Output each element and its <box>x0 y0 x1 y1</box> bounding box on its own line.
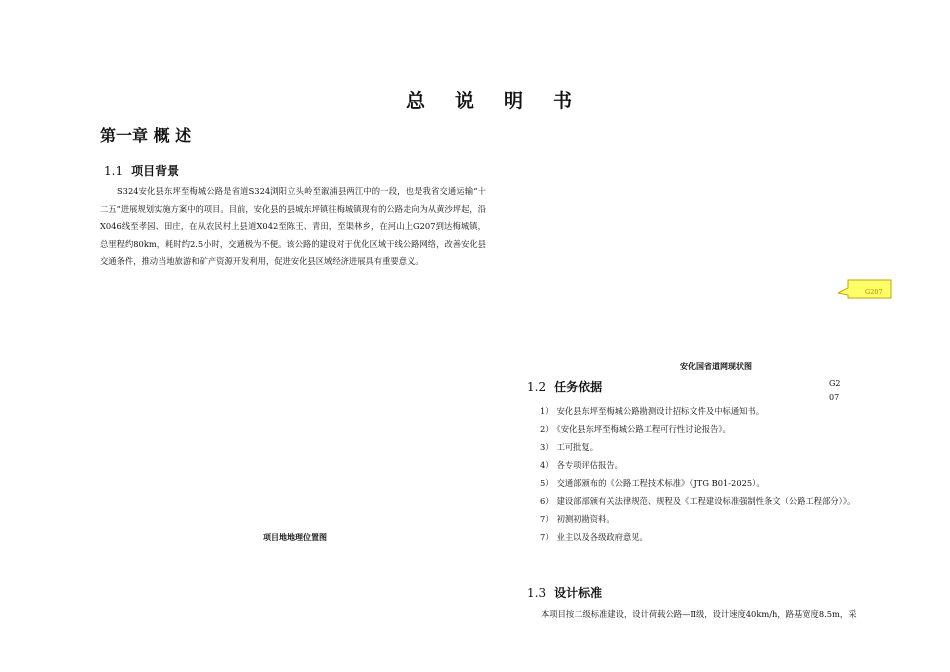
list-item: 7） 业主以及各级政府意见。 <box>540 532 648 542</box>
section-title: 任务依据 <box>554 380 603 394</box>
basis-list <box>540 402 855 546</box>
section-number: 1.3 <box>527 586 547 600</box>
list-item: 1） 安化县东坪至梅城公路勘测设计招标文件及中标通知书。 <box>540 406 765 416</box>
list-item: 5） 交通部颁布的《公路工程技术标准》（JTG B01-2025）。 <box>540 478 765 488</box>
section-number: 1.2 <box>527 380 547 394</box>
callout-text: G207 <box>865 288 883 296</box>
list-item: 4） 各专项评估报告。 <box>540 460 623 470</box>
list-item: 3） 工可批复。 <box>540 442 599 452</box>
g207-callout-label <box>838 279 894 301</box>
list-item: 2） 《安化县东坪至梅城公路工程可行性讨论报告》。 <box>540 424 731 434</box>
section-heading-basis <box>527 378 602 395</box>
section-number: 1.1 <box>104 164 124 178</box>
section-title: 设计标准 <box>554 586 603 600</box>
g207-map-label: G207 <box>829 379 841 402</box>
road-network-map-caption: 安化国省道网现状图 <box>680 362 752 371</box>
background-paragraph: S324安化县东坪至梅城公路是省道S324浏阳立头岭至溆浦县两江中的一段，也是我省交通运输“十二五”进展规划实施方案中的项目。目前，安化县的县城东坪镇往梅城镇现有的公路走向为从黄沙坪起，沿X046线至孝园、田庄，在从农民村上县道X042至陈王、青田，至渠林乡，在河山上G207到达梅城镇，总里程约80km，耗时约2.5小时，交通极为不便。该公路的建设对于优化区域干线公路网络，改善安化县交通条件，推动当地旅游和矿产资源开发利用，促进安化县区域经济进展具有重要意义。 <box>100 186 486 266</box>
list-item: 6） 建设部部颁有关法律规范、规程及《工程建设标准强制性条文（公路工程部分）》。 <box>540 496 856 506</box>
standards-paragraph: 本项目按二级标准建设，设计荷载公路—Ⅱ级，设计速度40km/h，路基宽度8.5m，采 <box>541 609 857 619</box>
list-item: 7） 初测初勘资料。 <box>540 514 615 524</box>
section-heading-standards <box>527 584 602 601</box>
chapter-heading: 第一章 概 述 <box>100 126 192 145</box>
section-heading-background <box>104 162 179 179</box>
page-title: 总说明书 <box>405 90 602 112</box>
location-map-caption: 项目地地理位置图 <box>263 533 327 542</box>
section-title: 项目背景 <box>131 164 180 178</box>
